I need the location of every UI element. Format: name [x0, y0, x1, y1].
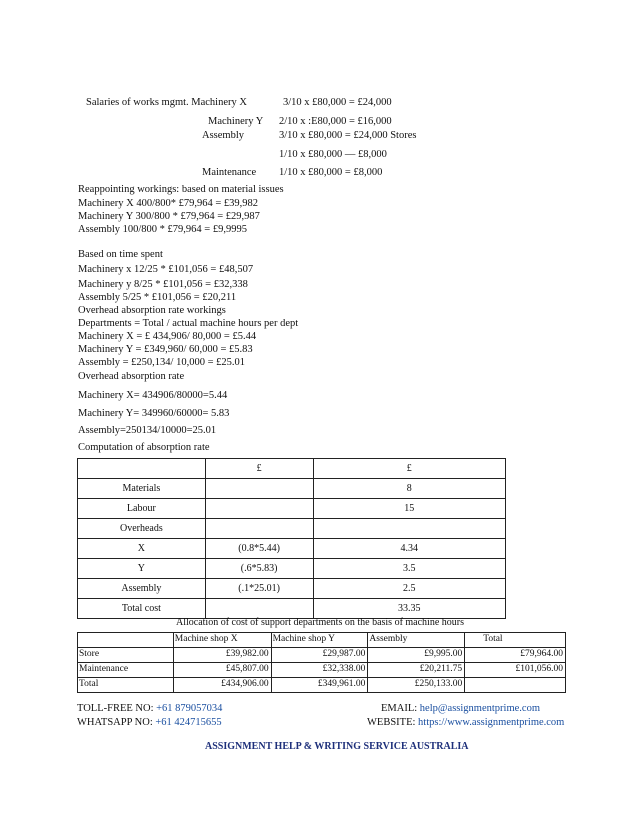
table-cell: Maintenance: [78, 663, 174, 678]
table-cell: £250,133.00: [368, 678, 465, 693]
salaries-row2-label: Machinery Y: [208, 116, 264, 127]
computation-heading: Computation of absorption rate: [78, 442, 210, 453]
table-header-cell: [78, 633, 174, 648]
tollfree-line: [77, 704, 222, 715]
salaries-row2-value: 2/10 x :E80,000 = £16,000: [279, 116, 392, 127]
time-line: Assembly = £250,134/ 10,000 = £25.01: [78, 357, 246, 368]
salaries-row5-value: 1/10 x £80,000 = £8,000: [279, 167, 383, 178]
table-cell: Total: [78, 678, 174, 693]
whatsapp-label: WHATSAPP NO:: [77, 717, 153, 728]
table-row: [78, 663, 566, 678]
table-header-cell: Assembly: [368, 633, 465, 648]
table-row: [78, 678, 566, 693]
table-cell: £32,338.00: [271, 663, 368, 678]
time-line: Overhead absorption rate workings: [78, 305, 226, 316]
table-header-row: [78, 459, 506, 479]
table-cell: £45,807.00: [173, 663, 271, 678]
table-cell: £39,982.00: [173, 648, 271, 663]
table-header-cell: Machine shop Y: [271, 633, 368, 648]
allocation-title: Allocation of cost of support departments on the basis of machine hours: [176, 617, 464, 628]
oar-line-y: Machinery Y= 349960/60000= 5.83: [78, 408, 230, 419]
table-row: [78, 519, 506, 539]
table-cell: 8: [313, 479, 505, 499]
table-row: [78, 559, 506, 579]
material-heading: Reappointing workings: based on material issues: [78, 184, 284, 195]
table-cell: [465, 678, 566, 693]
time-line: Machinery X = £ 434,906/ 80,000 = £5.44: [78, 331, 257, 342]
table-cell: (0.8*5.44): [205, 539, 313, 559]
table-row: [78, 599, 506, 619]
oar-line-x: Machinery X= 434906/80000=5.44: [78, 390, 228, 401]
time-line: Machinery x 12/25 * £101,056 = £48,507: [78, 264, 254, 275]
table-cell: £9,995.00: [368, 648, 465, 663]
table-cell: £20,211.75: [368, 663, 465, 678]
table-cell: [205, 599, 313, 619]
table-header-row: [78, 633, 566, 648]
oar-heading: Overhead absorption rate: [78, 371, 185, 382]
table-cell: [205, 479, 313, 499]
table-header-cell: [78, 459, 206, 479]
table-cell: (.1*25.01): [205, 579, 313, 599]
material-line: Assembly 100/800 * £79,964 = £9,9995: [78, 224, 247, 235]
table-cell: 15: [313, 499, 505, 519]
time-line: Machinery Y = £349,960/ 60,000 = £5.83: [78, 344, 253, 355]
table-cell: Total cost: [78, 599, 206, 619]
table-cell: Materials: [78, 479, 206, 499]
table-cell: £29,987.00: [271, 648, 368, 663]
material-line: Machinery Y 300/800 * £79,964 = £29,987: [78, 211, 260, 222]
table-cell: (.6*5.83): [205, 559, 313, 579]
table-header-cell: Machine shop X: [173, 633, 271, 648]
table-cell: Store: [78, 648, 174, 663]
table-cell: 2.5: [313, 579, 505, 599]
table-cell: X: [78, 539, 206, 559]
table-cell: [313, 519, 505, 539]
website-link[interactable]: https://www.assignmentprime.com: [418, 717, 565, 728]
table-cell: 33.35: [313, 599, 505, 619]
time-line: Departments = Total / actual machine hours per dept: [78, 318, 299, 329]
table-header-cell: Total: [465, 633, 566, 648]
whatsapp-line: [77, 718, 222, 729]
table-cell: 3.5: [313, 559, 505, 579]
email-link[interactable]: help@assignmentprime.com: [419, 703, 540, 714]
salaries-row1-value: 3/10 x £80,000 = £24,000: [283, 97, 392, 108]
table-row: [78, 579, 506, 599]
table-cell: £434,906.00: [173, 678, 271, 693]
table-cell: £79,964.00: [465, 648, 566, 663]
absorption-table: [77, 458, 506, 619]
time-line: Assembly 5/25 * £101,056 = £20,211: [78, 292, 237, 303]
allocation-table: [77, 632, 566, 693]
table-row: [78, 539, 506, 559]
website-label: WEBSITE:: [367, 717, 416, 728]
tollfree-number-link[interactable]: +61 879057034: [156, 703, 223, 714]
salaries-row3-label: Assembly: [202, 130, 244, 141]
table-cell: £349,961.00: [271, 678, 368, 693]
table-cell: [205, 519, 313, 539]
time-line: Machinery y 8/25 * £101,056 = £32,338: [78, 279, 248, 290]
table-cell: [205, 499, 313, 519]
table-cell: Labour: [78, 499, 206, 519]
salaries-row3-value: 3/10 x £80,000 = £24,000 Stores: [279, 130, 417, 141]
salaries-row5-label: Maintenance: [202, 167, 257, 178]
website-line: [367, 718, 564, 729]
table-row: [78, 479, 506, 499]
table-row: [78, 499, 506, 519]
table-header-cell: £: [313, 459, 505, 479]
whatsapp-number-link[interactable]: +61 424715655: [155, 717, 222, 728]
oar-line-assembly: Assembly=250134/10000=25.01: [78, 425, 217, 436]
time-heading: Based on time spent: [78, 249, 163, 260]
table-cell: 4.34: [313, 539, 505, 559]
salaries-row1-label: Salaries of works mgmt. Machinery X: [86, 97, 247, 108]
table-cell: £101,056.00: [465, 663, 566, 678]
table-cell: Assembly: [78, 579, 206, 599]
email-line: [381, 704, 540, 715]
table-cell: Y: [78, 559, 206, 579]
table-row: [78, 648, 566, 663]
footer-tagline: ASSIGNMENT HELP & WRITING SERVICE AUSTRALIA: [205, 741, 469, 752]
material-line: Machinery X 400/800* £79,964 = £39,982: [78, 198, 259, 209]
table-cell: Overheads: [78, 519, 206, 539]
email-label: EMAIL:: [381, 703, 418, 714]
table-header-cell: £: [205, 459, 313, 479]
salaries-row4-value: 1/10 x £80,000 — £8,000: [279, 149, 387, 160]
tollfree-label: TOLL-FREE NO:: [77, 703, 154, 714]
